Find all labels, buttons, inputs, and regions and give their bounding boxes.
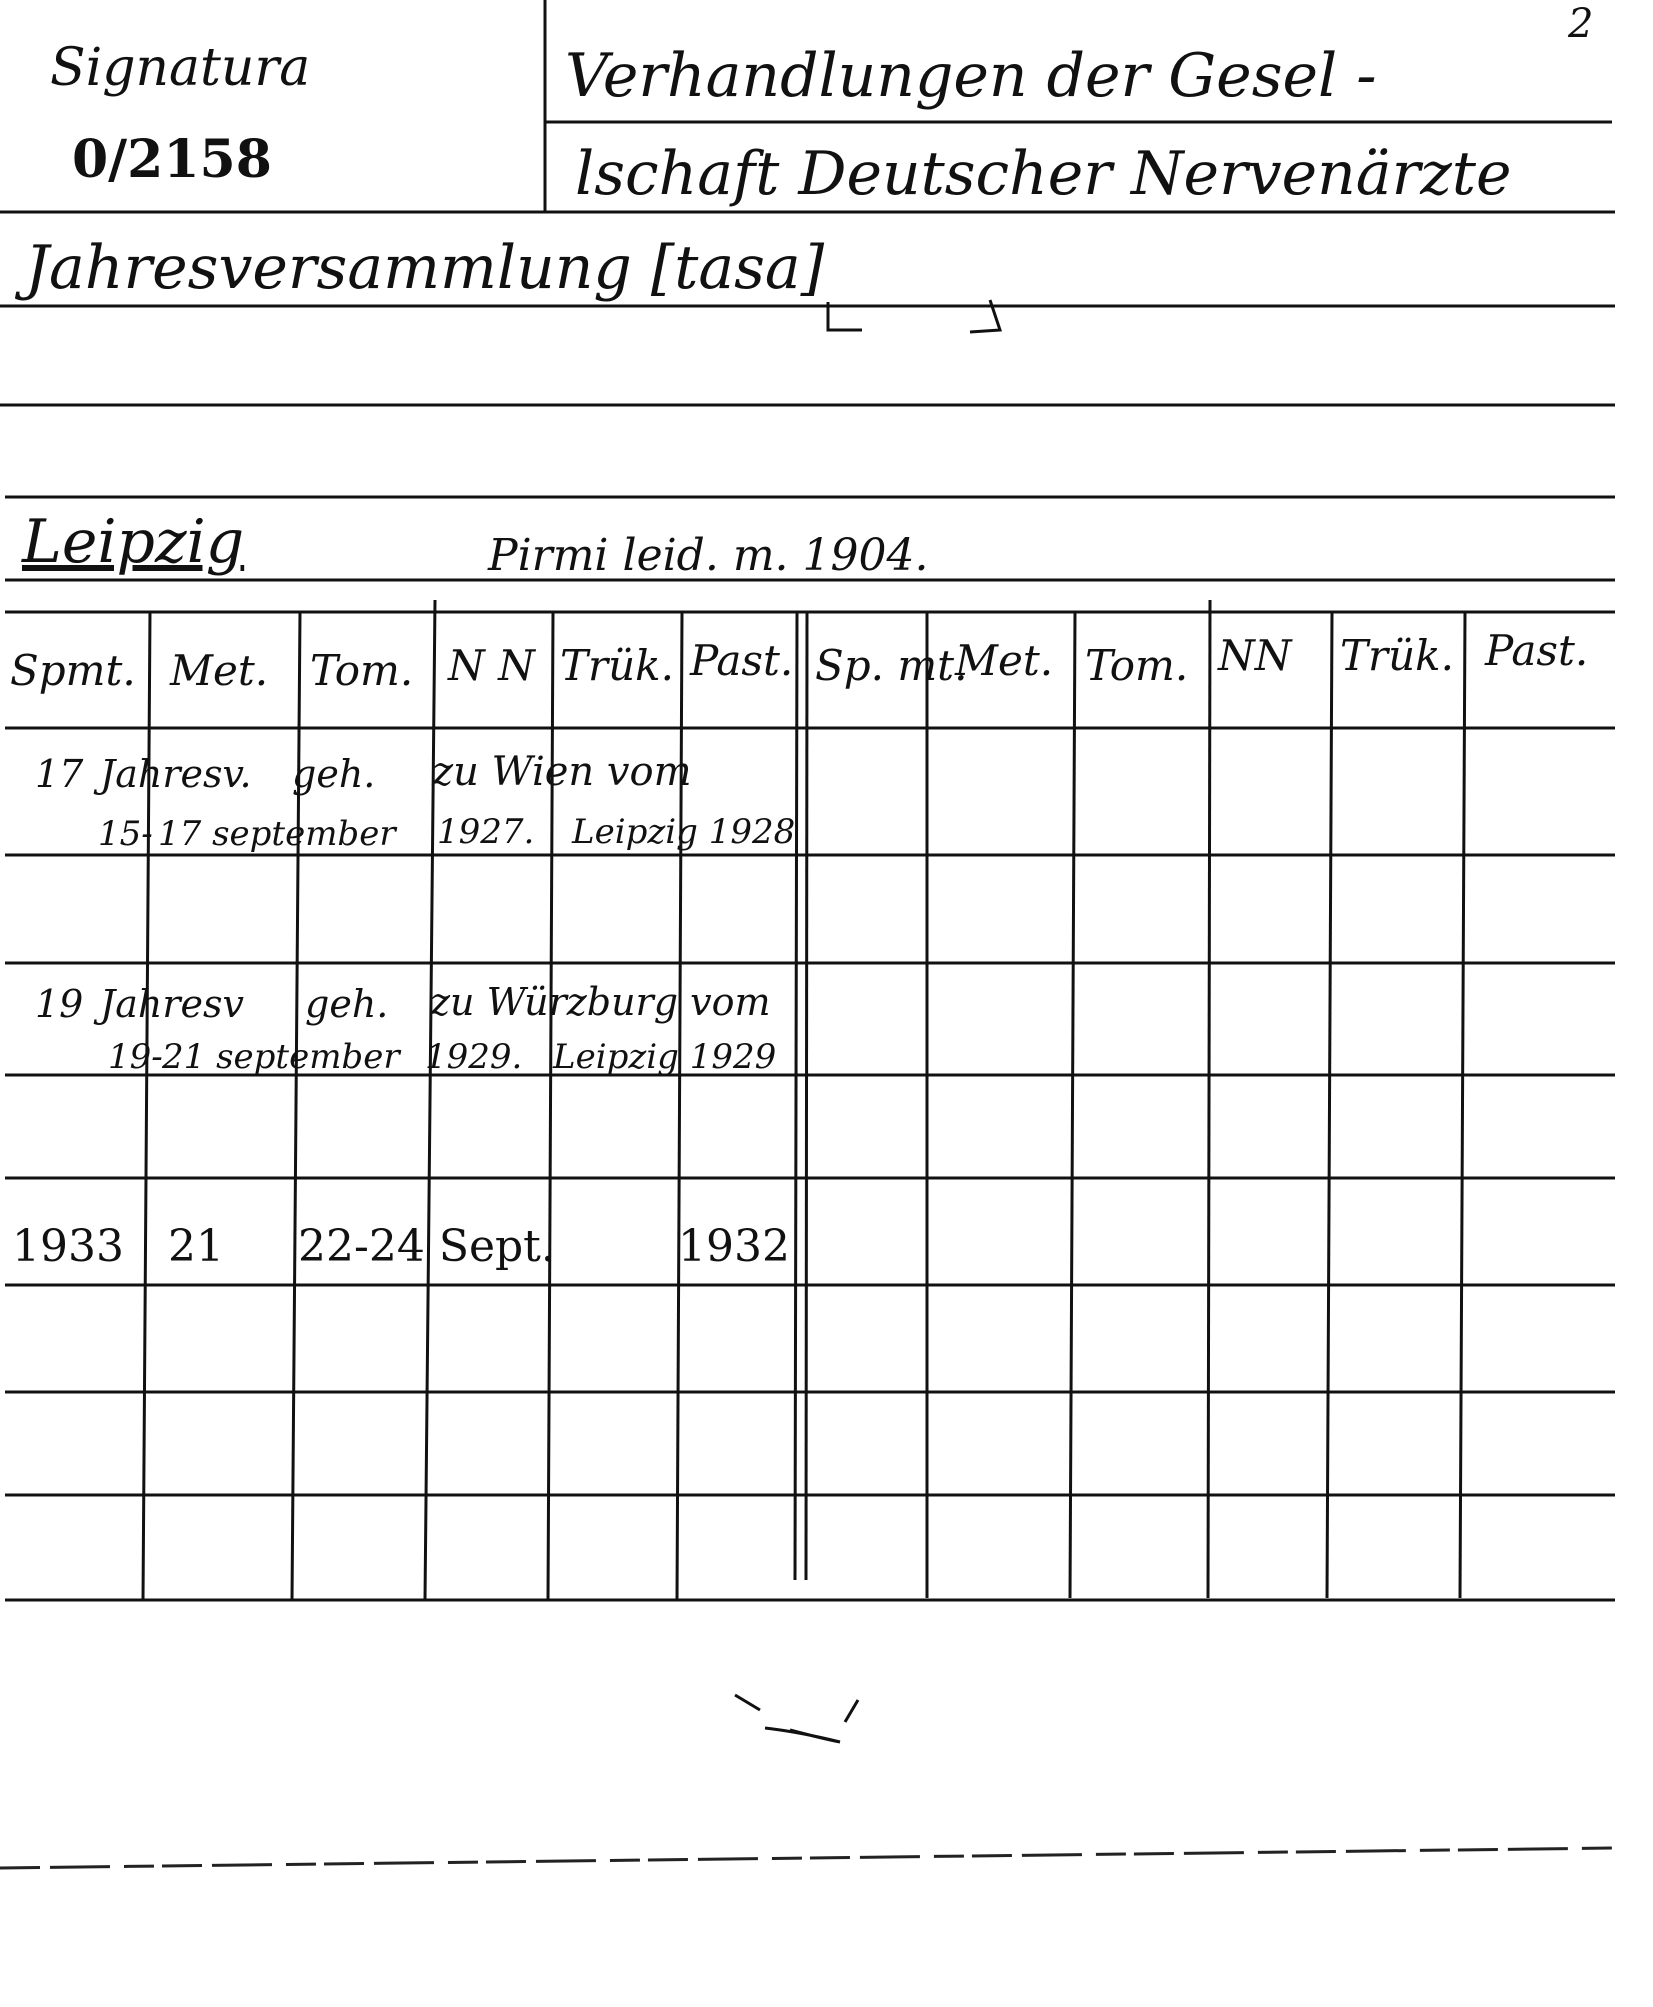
table-cell: 1927. (437, 812, 535, 852)
column-line-double (806, 612, 807, 1580)
table-cell: Jahresv (100, 982, 244, 1026)
table-cell: 19- (108, 1037, 163, 1077)
table-cell: 1929. (425, 1037, 523, 1077)
column-line-double (795, 612, 797, 1580)
table-cell: Jahresv. (100, 752, 252, 796)
table-cell: 1932 (678, 1221, 790, 1272)
title-line-2: lschaft Deutscher Nervenärzte (575, 139, 1512, 209)
signature-label: Signatura (50, 38, 311, 98)
table-cell: Leipzig 1928 (572, 812, 796, 852)
table-cell: geh. (292, 752, 376, 796)
card-bottom-edge (0, 1848, 1615, 1868)
column-header: Met. (955, 636, 1054, 685)
column-header: Sp. mt. (815, 641, 968, 690)
title-line-1: Verhandlungen der Gesel - (565, 41, 1377, 111)
column-header: N N (448, 641, 535, 690)
column-header: Met. (170, 646, 269, 695)
column-header: Tom. (310, 646, 414, 695)
table-cell: 15- (98, 814, 153, 854)
paper-mark (735, 1695, 858, 1742)
column-line (1460, 612, 1465, 1598)
column-header: NN (1218, 631, 1292, 680)
table-cell: zu Wien vom (432, 749, 692, 795)
table-cell: 19 (35, 982, 84, 1026)
table-cell: 1933 (12, 1221, 124, 1272)
page-number: 2 (1568, 1, 1594, 47)
column-header: Past. (1485, 626, 1589, 675)
table-cell: zu Würzburg vom (430, 980, 771, 1024)
signature-number: 0/2158 (72, 129, 272, 190)
table-cell: 21 (168, 1221, 224, 1272)
table-cell: 21 september (162, 1037, 400, 1077)
table-cell: 22-24 Sept. (298, 1221, 555, 1272)
column-header: Trük. (560, 641, 674, 690)
column-line (1070, 612, 1075, 1598)
column-header: Past. (690, 636, 794, 685)
column-line (1208, 600, 1210, 1598)
table-cell: Leipzig 1929 (553, 1037, 777, 1077)
place-note: Pirmi leid. m. 1904. (488, 530, 929, 581)
column-header: Trük. (1340, 631, 1454, 680)
table-cell: 17 september (158, 814, 396, 854)
table-cell: geh. (305, 982, 389, 1026)
column-header: Spmt. (10, 646, 136, 695)
column-header: Tom. (1085, 641, 1189, 690)
subtitle: Jahresversammlung [tasa] (25, 233, 825, 303)
column-line (1327, 612, 1332, 1598)
table-cell: 17 (35, 752, 84, 796)
place: Leipzig (22, 507, 245, 577)
